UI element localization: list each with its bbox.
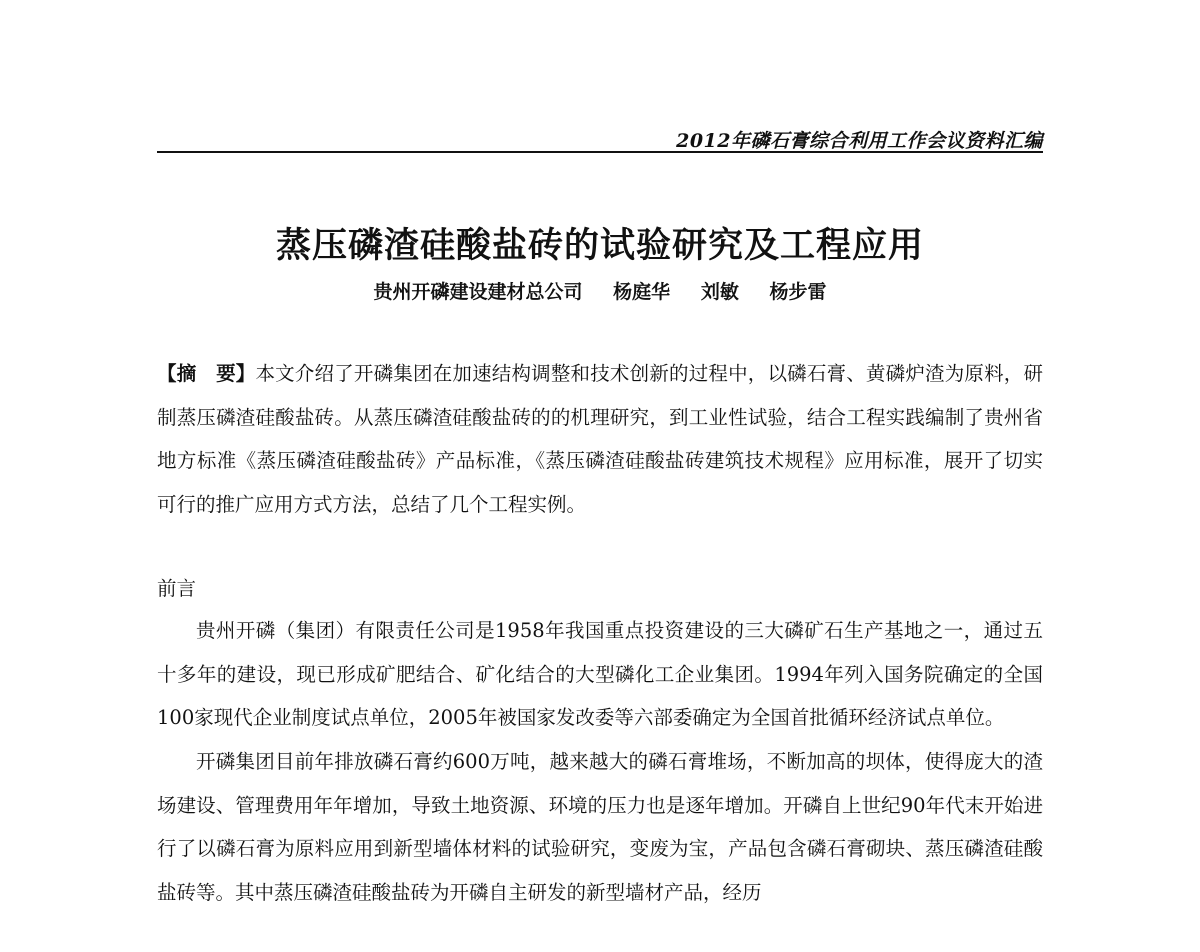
section-heading: 前言 — [157, 577, 197, 600]
abstract-label: 【摘 要】 — [157, 362, 256, 385]
author-name: 刘敏 — [700, 281, 739, 303]
body-paragraph: 开磷集团目前年排放磷石膏约600万吨，越来越大的磷石膏堆场，不断加高的坝体，使得庞大的渣场建设、管理费用年年增加，导致土地资源、环境的压力也是逐年增加。开磷自上世纪90年代末开始进行了以磷石膏为原料应用到新型墙体材料的试验研究，变废为宝，产品包含磷石膏砌块、蒸压磷渣硅酸盐砖等。其中蒸压磷渣硅酸盐砖为开磷自主研发的新型墙材产品，经历 — [157, 750, 1043, 904]
author-name: 杨步雷 — [769, 281, 827, 303]
body-paragraph: 贵州开磷（集团）有限责任公司是1958年我国重点投资建设的三大磷矿石生产基地之一，通过五十多年的建设，现已形成矿肥结合、矿化结合的大型磷化工企业集团。1994年列入国务院确定的全国100家现代企业制度试点单位，2005年被国家发改委等六部委确定为全国首批循环经济试点单位。 — [157, 619, 1043, 729]
abstract — [157, 352, 1043, 526]
affiliation: 贵州开磷建设建材总公司 — [373, 281, 583, 303]
abstract-text: 本文介绍了开磷集团在加速结构调整和技术创新的过程中，以磷石膏、黄磷炉渣为原料，研制蒸压磷渣硅酸盐砖。从蒸压磷渣硅酸盐砖的的机理研究，到工业性试验，结合工程实践编制了贵州省地方标准《蒸压磷渣硅酸盐砖》产品标准，《蒸压磷渣硅酸盐砖建筑技术规程》应用标准，展开了切实可行的推广应用方式方法，总结了几个工程实例。 — [157, 362, 1043, 516]
article-title: 蒸压磷渣硅酸盐砖的试验研究及工程应用 — [275, 225, 924, 266]
running-header: 2012年磷石膏综合利用工作会议资料汇编 — [676, 130, 1043, 152]
author-name: 杨庭华 — [613, 281, 671, 303]
header-rule — [157, 151, 1043, 153]
author-line — [0, 277, 1200, 304]
